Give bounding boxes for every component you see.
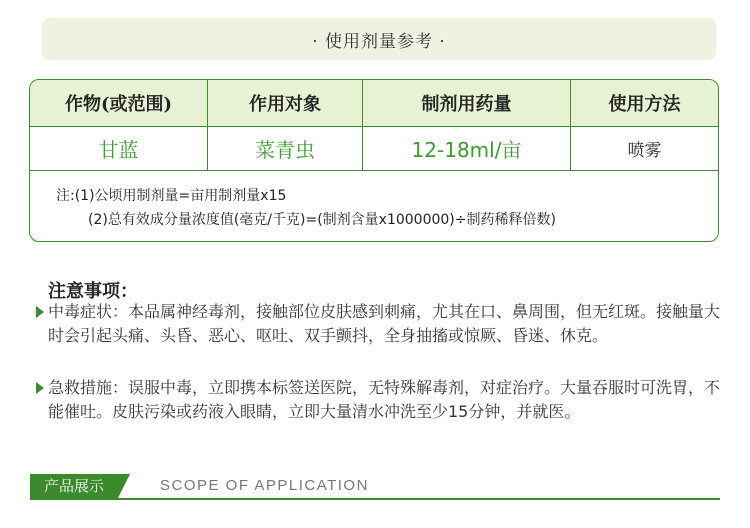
section-subtitle: SCOPE OF APPLICATION bbox=[160, 477, 369, 494]
header-method: 使用方法 bbox=[608, 94, 681, 115]
table-notes bbox=[30, 171, 718, 232]
cell-target: 菜青虫 bbox=[208, 127, 363, 170]
precaution-item bbox=[36, 376, 722, 424]
product-section-header bbox=[30, 474, 720, 500]
precautions-title: 注意事项： bbox=[48, 281, 138, 302]
triangle-bullet-icon bbox=[36, 306, 44, 318]
note-1: 注:(1)公顷用制剂量=亩用制剂量x15 bbox=[56, 188, 287, 204]
precaution-text: 急救措施：误服中毒，立即携本标签送医院，无特殊解毒剂，对症治疗。大量吞服时可洗胃，不能催吐。皮肤污染或药液入眼睛，立即大量清水冲洗至少15分钟，并就医。 bbox=[48, 378, 721, 421]
section-banner bbox=[42, 18, 716, 60]
cell-method: 喷雾 bbox=[627, 141, 662, 161]
banner-title: · 使用剂量参考 · bbox=[312, 31, 446, 52]
precaution-text: 中毒症状：本品属神经毒剂，接触部位皮肤感到刺痛，尤其在口、鼻周围，但无红斑。接触量大时会引起头痛、头昏、恶心、呕吐、双手颤抖，全身抽搐或惊厥、昏迷、休克。 bbox=[48, 302, 721, 345]
table-row bbox=[30, 127, 718, 171]
note-2: (2)总有效成分量浓度值(毫克/千克)=(制剂含量x1000000)÷制药稀释倍数) bbox=[88, 212, 556, 228]
cell-crop: 甘蓝 bbox=[30, 127, 208, 170]
triangle-bullet-icon bbox=[36, 382, 44, 394]
header-target: 作用对象 bbox=[208, 80, 363, 126]
precaution-item bbox=[36, 300, 722, 348]
header-dosage: 制剂用药量 bbox=[363, 80, 571, 126]
section-tag: 产品展示 bbox=[30, 474, 118, 498]
dosage-table bbox=[29, 79, 719, 242]
header-crop: 作物(或范围) bbox=[30, 80, 208, 126]
table-header-row bbox=[30, 80, 718, 127]
cell-dosage: 12-18ml/亩 bbox=[363, 127, 571, 170]
